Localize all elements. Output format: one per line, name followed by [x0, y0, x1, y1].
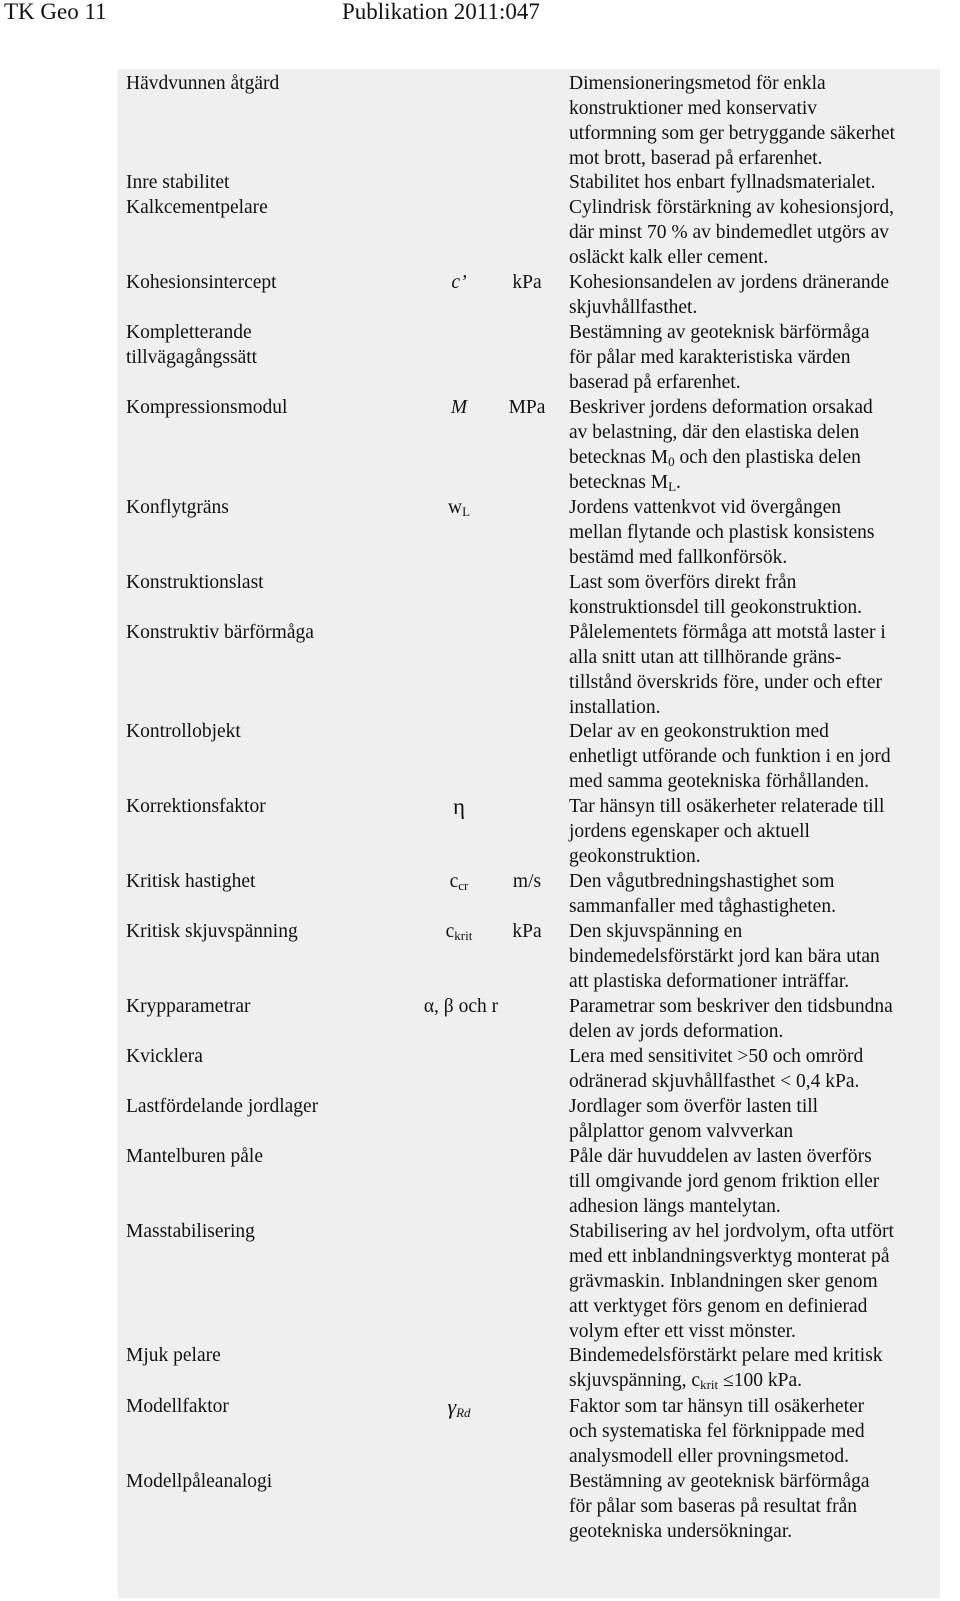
entry-symbol: c’: [451, 272, 467, 293]
entry-term: Kompressionsmodul: [126, 397, 288, 418]
entry-definition: Kohesionsandelen av jordens dränerande skjuvhållfasthet.: [569, 272, 890, 318]
entry-definition: Faktor som tar hänsyn till osäkerheter och systematiska fel förknippade med analysmodell eller provningsmetod.: [569, 1396, 865, 1467]
entry-term: Mjuk pelare: [126, 1345, 221, 1366]
entry-term: Kritisk hastighet: [126, 871, 256, 892]
entry-definition: Den vågutbredningshastighet som sammanfaller med tåghastigheten.: [569, 871, 836, 917]
entry-unit: m/s: [512, 871, 542, 892]
entry-unit: kPa: [512, 272, 542, 293]
entry-definition: Stabilitet hos enbart fyllnadsmaterialet.: [569, 172, 876, 193]
entry-term: Konstruktionslast: [126, 572, 264, 593]
entry-term: Kompletterande tillvägagångssätt: [126, 322, 258, 368]
entry-definition: Parametrar som beskriver den tidsbundna delen av jords deformation.: [569, 996, 893, 1042]
entry-definition: Beskriver jordens deformation orsakad av belastning, där den elastiska delen betecknas $M_0$ och den plastiska delen betecknas $M_L$.: [569, 397, 873, 494]
entry-symbol: $c_{cr}$: [449, 871, 469, 893]
entry-unit: kPa: [512, 921, 542, 942]
entry-definition: Delar av en geokonstruktion med enhetligt utförande och funktion i en jord med samma geotekniska förhållanden.: [569, 721, 891, 792]
entry-definition: Pålelementets förmåga att motstå laster i alla snitt utan att tillhörande gräns- tillstånd överskrids före, under och efter installation.: [569, 622, 886, 718]
entry-symbol: $\gamma_{Rd}$: [447, 1394, 471, 1420]
entry-symbol: η: [452, 794, 466, 819]
page-header: [0, 0, 960, 28]
entry-definition: Jordlager som överför lasten till pålplattor genom valvverkan: [569, 1096, 819, 1142]
entry-definition: Den skjuvspänning en bindemedelsförstärkt jord kan bära utan att plastiska deformationer inträffar.: [569, 921, 880, 992]
header-publication: Publikation 2011:047: [342, 0, 540, 24]
entry-definition: Jordens vattenkvot vid övergången mellan flytande och plastisk konsistens bestämd med fallkonförsök.: [569, 497, 875, 568]
entry-term: Konflytgräns: [126, 497, 229, 518]
entry-symbol: M: [450, 397, 468, 418]
entry-definition: Last som överförs direkt från konstruktionsdel till geokonstruktion.: [569, 572, 863, 618]
entry-term: Modellfaktor: [126, 1396, 229, 1417]
entry-term: Lastfördelande jordlager: [126, 1096, 319, 1117]
entry-term: Korrektionsfaktor: [126, 796, 266, 817]
entry-term: Kalkcementpelare: [126, 197, 268, 218]
entry-definition: Bestämning av geoteknisk bärförmåga för pålar som baseras på resultat från geotekniska undersökningar.: [569, 1471, 870, 1542]
glossary-panel: [118, 69, 940, 1598]
entry-term: Kvicklera: [126, 1046, 203, 1067]
entry-term: Inre stabilitet: [126, 172, 230, 193]
entry-term: Modellpåleanalogi: [126, 1471, 273, 1492]
entry-term: Hävdvunnen åtgärd: [126, 73, 280, 94]
entry-symbol: $c_{krit}$: [445, 921, 473, 943]
entry-symbol: $w_L$: [447, 497, 471, 519]
entry-definition: Lera med sensitivitet >50 och omrörd odränerad skjuvhållfasthet < 0,4 kPa.: [569, 1046, 864, 1092]
entry-term: Konstruktiv bärförmåga: [126, 622, 314, 643]
entry-definition: Tar hänsyn till osäkerheter relaterade till jordens egenskaper och aktuell geokonstruktion.: [569, 796, 885, 867]
entry-definition: Cylindrisk förstärkning av kohesionsjord, där minst 70 % av bindemedlet utgörs av osläckt kalk eller cement.: [569, 197, 894, 268]
entry-unit: MPa: [508, 397, 546, 418]
entry-definition: Bindemedelsförstärkt pelare med kritisk skjuvspänning, $c_{krit} \le 100$ kPa.: [569, 1345, 883, 1392]
entry-symbol: α, β och r: [423, 996, 499, 1017]
entry-term: Kohesionsintercept: [126, 272, 277, 293]
entry-definition: Påle där huvuddelen av lasten överförs till omgivande jord genom friktion eller adhesion längs mantelytan.: [569, 1146, 880, 1217]
header-series: TK Geo 11: [4, 0, 107, 24]
entry-term: Kontrollobjekt: [126, 721, 241, 742]
entry-term: Masstabilisering: [126, 1221, 255, 1242]
entry-definition: Stabilisering av hel jordvolym, ofta utfört med ett inblandningsverktyg monterat på grävmaskin. Inblandningen sker genom att verktyget förs genom en definierad volym efter ett visst mönster.: [569, 1221, 894, 1342]
entry-term: Krypparametrar: [126, 996, 251, 1017]
entry-term: Mantelburen påle: [126, 1146, 263, 1167]
entry-definition: Dimensioneringsmetod för enkla konstruktioner med konservativ utformning som ger betryggande säkerhet mot brott, baserad på erfarenhet.: [569, 73, 895, 169]
entry-definition: Bestämning av geoteknisk bärförmåga för pålar med karakteristiska värden baserad på erfarenhet.: [569, 322, 870, 393]
entry-term: Kritisk skjuvspänning: [126, 921, 298, 942]
